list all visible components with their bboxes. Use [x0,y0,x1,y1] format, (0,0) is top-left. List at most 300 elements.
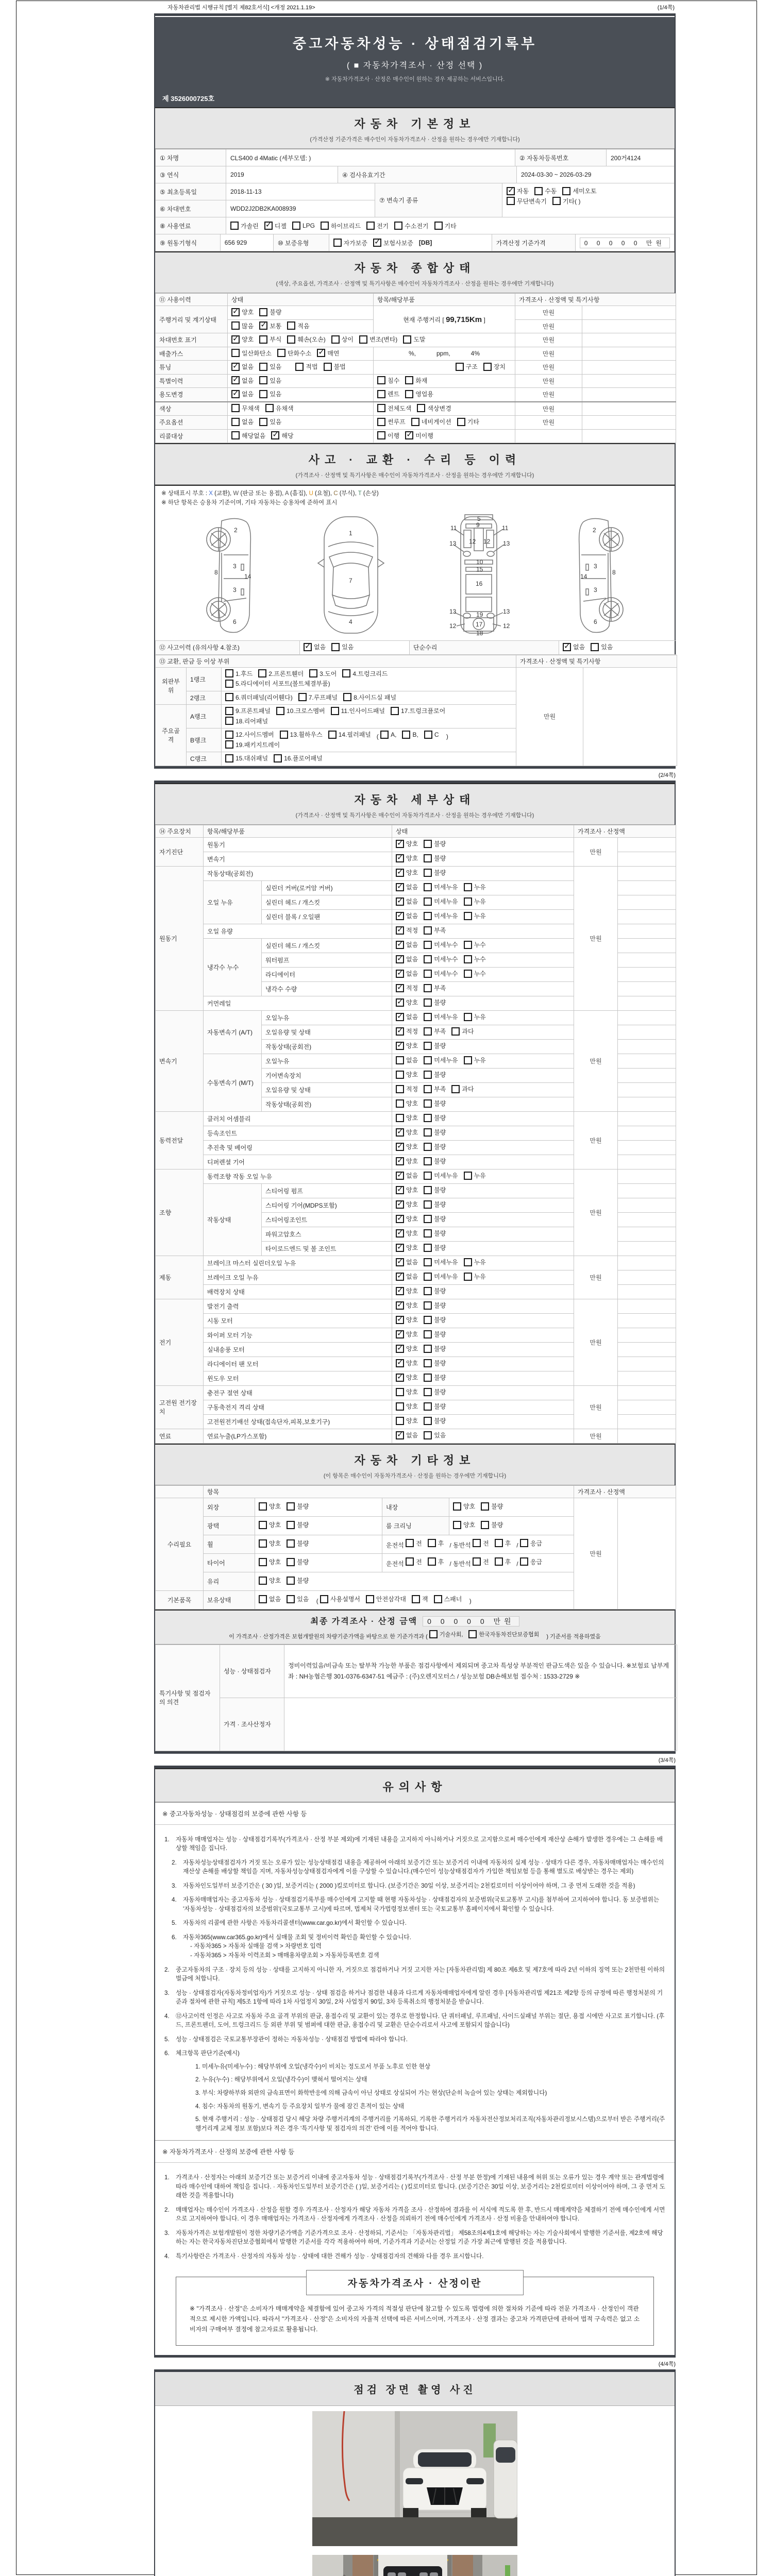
checkbox-checked[interactable] [396,1243,418,1252]
checkbox-unchecked[interactable] [321,222,361,230]
checkbox-box[interactable] [259,376,267,384]
checkbox-box[interactable] [377,418,385,426]
checkbox-box[interactable] [396,1402,404,1411]
checkbox-box[interactable] [366,222,375,230]
checkbox-box[interactable] [473,1557,481,1566]
checkbox-box[interactable] [298,693,307,701]
checkbox-checked[interactable] [396,1359,418,1367]
checkbox-unchecked[interactable] [473,1539,489,1548]
checkbox-box[interactable] [424,1085,432,1093]
checkbox-checked[interactable] [396,1229,418,1238]
checkbox-checked[interactable] [396,1027,418,1036]
checkbox-unchecked[interactable] [277,349,311,358]
checkbox-box[interactable] [424,1244,432,1252]
checkbox-box[interactable] [287,1558,295,1566]
checkbox-unchecked[interactable] [495,1539,511,1548]
checkbox-unchecked[interactable] [424,1272,458,1281]
checkbox-checked[interactable] [396,984,418,992]
checkbox-unchecked[interactable] [324,362,346,371]
checkbox-box[interactable] [396,1172,404,1180]
checkbox-box[interactable] [377,390,385,398]
checkbox-unchecked[interactable] [464,969,486,978]
checkbox-unchecked[interactable] [396,1099,418,1108]
checkbox-checked[interactable] [264,222,287,230]
checkbox-unchecked[interactable] [424,1330,446,1338]
checkbox-box[interactable] [271,431,279,439]
checkbox-box[interactable] [406,1557,414,1566]
checkbox-box[interactable] [380,731,389,739]
checkbox-unchecked[interactable] [464,897,486,906]
checkbox-box[interactable] [396,1128,404,1137]
checkbox-unchecked[interactable] [424,1142,446,1151]
checkbox-box[interactable] [424,1330,432,1338]
checkbox-box[interactable] [333,239,342,247]
checkbox-box[interactable] [424,1157,432,1165]
checkbox-unchecked[interactable] [591,642,613,651]
checkbox-box[interactable] [424,1431,432,1439]
checkbox-checked[interactable] [396,1157,418,1165]
checkbox-box[interactable] [562,187,570,195]
checkbox-unchecked[interactable] [424,1214,446,1223]
checkbox-unchecked[interactable] [464,1056,486,1064]
checkbox-checked[interactable] [396,955,418,963]
checkbox-unchecked[interactable] [259,389,281,398]
checkbox-box[interactable] [231,390,240,398]
checkbox-unchecked[interactable] [225,740,280,749]
checkbox-unchecked[interactable] [259,1595,281,1603]
checkbox-unchecked[interactable] [424,1113,446,1122]
checkbox-checked[interactable] [396,1214,418,1223]
checkbox-checked[interactable] [507,187,529,195]
checkbox-box[interactable] [396,869,404,877]
checkbox-unchecked[interactable] [468,1630,539,1638]
checkbox-unchecked[interactable] [225,717,268,725]
checkbox-box[interactable] [396,1244,404,1252]
checkbox-box[interactable] [265,404,274,412]
checkbox-box[interactable] [464,955,472,963]
checkbox-checked[interactable] [304,642,326,651]
checkbox-box[interactable] [424,970,432,978]
checkbox-unchecked[interactable] [342,669,388,678]
checkbox-box[interactable] [424,1316,432,1324]
checkbox-checked[interactable] [396,1128,418,1137]
checkbox-checked[interactable] [396,1373,418,1382]
checkbox-unchecked[interactable] [424,1171,458,1180]
checkbox-unchecked[interactable] [259,1557,281,1566]
checkbox-checked[interactable] [231,376,254,385]
checkbox-unchecked[interactable] [464,1272,486,1281]
checkbox-box[interactable] [424,883,432,891]
checkbox-box[interactable] [231,418,240,426]
checkbox-checked[interactable] [396,1185,418,1194]
checkbox-checked[interactable] [396,926,418,935]
checkbox-box[interactable] [424,1388,432,1396]
checkbox-unchecked[interactable] [464,1012,486,1021]
checkbox-unchecked[interactable] [424,883,458,891]
checkbox-box[interactable] [396,998,404,1007]
checkbox-box[interactable] [464,1172,472,1180]
checkbox-box[interactable] [424,941,432,949]
checkbox-unchecked[interactable] [412,1595,428,1603]
checkbox-unchecked[interactable] [406,1539,422,1548]
checkbox-box[interactable] [424,1027,432,1036]
checkbox-box[interactable] [402,731,410,739]
checkbox-unchecked[interactable] [259,1539,281,1548]
checkbox-box[interactable] [231,349,240,357]
checkbox-unchecked[interactable] [451,1027,474,1036]
checkbox-box[interactable] [396,955,404,963]
checkbox-box[interactable] [464,1273,472,1281]
checkbox-box[interactable] [464,1258,472,1266]
checkbox-checked[interactable] [373,239,413,247]
checkbox-unchecked[interactable] [552,197,581,206]
checkbox-unchecked[interactable] [403,335,425,344]
checkbox-box[interactable] [424,1215,432,1223]
checkbox-box[interactable] [225,740,233,749]
checkbox-box[interactable] [396,1200,404,1209]
checkbox-box[interactable] [424,854,432,862]
checkbox-box[interactable] [434,1595,442,1603]
checkbox-box[interactable] [366,1595,374,1603]
checkbox-box[interactable] [396,897,404,906]
checkbox-unchecked[interactable] [424,1200,446,1209]
checkbox-unchecked[interactable] [424,1258,458,1266]
checkbox-unchecked[interactable] [424,926,446,935]
checkbox-box[interactable] [377,376,385,384]
checkbox-unchecked[interactable] [231,431,265,440]
checkbox-unchecked[interactable] [451,1084,474,1093]
checkbox-box[interactable] [464,1056,472,1064]
checkbox-box[interactable] [520,1557,528,1566]
checkbox-checked[interactable] [396,883,418,891]
checkbox-box[interactable] [396,1085,404,1093]
checkbox-unchecked[interactable] [377,376,399,385]
checkbox-checked[interactable] [396,1012,418,1021]
checkbox-box[interactable] [259,321,267,330]
checkbox-box[interactable] [483,363,492,371]
checkbox-box[interactable] [274,754,282,762]
checkbox-unchecked[interactable] [380,731,396,739]
checkbox-unchecked[interactable] [405,376,427,385]
checkbox-box[interactable] [534,187,543,195]
checkbox-box[interactable] [280,731,288,739]
checkbox-unchecked[interactable] [424,911,458,920]
checkbox-box[interactable] [359,335,367,344]
checkbox-box[interactable] [424,731,432,739]
checkbox-unchecked[interactable] [424,1344,446,1353]
checkbox-box[interactable] [259,1521,267,1529]
checkbox-box[interactable] [258,669,266,677]
checkbox-box[interactable] [464,1013,472,1021]
checkbox-box[interactable] [259,1539,267,1548]
checkbox-checked[interactable] [396,1344,418,1353]
checkbox-unchecked[interactable] [453,1520,475,1529]
checkbox-unchecked[interactable] [424,940,458,949]
checkbox-unchecked[interactable] [424,1056,458,1064]
checkbox-unchecked[interactable] [396,1113,418,1122]
checkbox-box[interactable] [424,998,432,1007]
checkbox-box[interactable] [331,643,340,651]
checkbox-unchecked[interactable] [287,1557,309,1566]
checkbox-box[interactable] [424,1287,432,1295]
checkbox-unchecked[interactable] [424,1157,446,1165]
checkbox-unchecked[interactable] [274,754,323,762]
checkbox-unchecked[interactable] [396,1084,418,1093]
checkbox-unchecked[interactable] [259,362,281,371]
checkbox-box[interactable] [328,731,337,739]
checkbox-unchecked[interactable] [481,1502,503,1511]
checkbox-unchecked[interactable] [520,1557,542,1566]
checkbox-box[interactable] [259,335,267,344]
checkbox-box[interactable] [424,1229,432,1238]
checkbox-box[interactable] [424,1273,432,1281]
checkbox-unchecked[interactable] [434,222,457,230]
checkbox-unchecked[interactable] [377,404,411,413]
checkbox-box[interactable] [259,363,267,371]
checkbox-box[interactable] [396,1374,404,1382]
checkbox-unchecked[interactable] [287,1539,309,1548]
checkbox-box[interactable] [396,1186,404,1194]
checkbox-checked[interactable] [396,897,418,906]
checkbox-unchecked[interactable] [424,1301,446,1310]
checkbox-unchecked[interactable] [473,1557,489,1566]
checkbox-unchecked[interactable] [424,1286,446,1295]
checkbox-unchecked[interactable] [259,1520,281,1529]
checkbox-checked[interactable] [396,1286,418,1295]
checkbox-box[interactable] [424,1417,432,1425]
checkbox-checked[interactable] [396,1315,418,1324]
checkbox-checked[interactable] [317,349,339,358]
checkbox-box[interactable] [225,717,233,725]
checkbox-box[interactable] [411,418,419,426]
checkbox-box[interactable] [396,840,404,848]
checkbox-box[interactable] [396,1273,404,1281]
checkbox-box[interactable] [453,1521,461,1529]
checkbox-box[interactable] [424,1128,432,1137]
checkbox-unchecked[interactable] [231,404,260,413]
checkbox-box[interactable] [396,926,404,935]
checkbox-box[interactable] [277,349,285,357]
checkbox-box[interactable] [424,1301,432,1310]
checkbox-unchecked[interactable] [424,1070,446,1079]
checkbox-checked[interactable] [259,321,281,330]
checkbox-box[interactable] [507,197,515,205]
checkbox-box[interactable] [424,1143,432,1151]
checkbox-unchecked[interactable] [396,1402,418,1411]
checkbox-box[interactable] [231,335,240,344]
checkbox-box[interactable] [225,731,233,739]
checkbox-unchecked[interactable] [562,187,596,195]
checkbox-box[interactable] [231,404,240,412]
checkbox-unchecked[interactable] [483,362,506,371]
checkbox-box[interactable] [429,1630,438,1638]
checkbox-box[interactable] [287,1502,295,1511]
checkbox-box[interactable] [331,707,339,715]
checkbox-box[interactable] [464,912,472,920]
checkbox-box[interactable] [424,1200,432,1209]
checkbox-unchecked[interactable] [429,1630,463,1638]
checkbox-box[interactable] [231,321,240,330]
checkbox-box[interactable] [396,883,404,891]
checkbox-box[interactable] [396,1143,404,1151]
checkbox-unchecked[interactable] [265,404,294,413]
checkbox-box[interactable] [287,321,295,330]
checkbox-checked[interactable] [396,998,418,1007]
checkbox-unchecked[interactable] [424,1402,446,1411]
checkbox-unchecked[interactable] [292,222,315,230]
checkbox-box[interactable] [396,1099,404,1108]
checkbox-unchecked[interactable] [424,984,446,992]
checkbox-box[interactable] [396,1388,404,1396]
checkbox-box[interactable] [225,669,233,677]
checkbox-unchecked[interactable] [309,669,337,678]
checkbox-box[interactable] [428,1539,436,1547]
checkbox-box[interactable] [424,1056,432,1064]
checkbox-checked[interactable] [396,1301,418,1310]
checkbox-box[interactable] [396,1345,404,1353]
checkbox-unchecked[interactable] [396,1056,418,1064]
checkbox-unchecked[interactable] [396,1070,418,1079]
checkbox-unchecked[interactable] [377,389,399,398]
checkbox-box[interactable] [520,1539,528,1547]
checkbox-box[interactable] [424,1099,432,1108]
checkbox-box[interactable] [287,1539,295,1548]
checkbox-unchecked[interactable] [333,239,367,247]
checkbox-checked[interactable] [396,854,418,862]
checkbox-box[interactable] [563,643,571,651]
checkbox-box[interactable] [343,693,351,701]
checkbox-box[interactable] [230,222,239,230]
checkbox-box[interactable] [481,1521,489,1529]
checkbox-box[interactable] [405,376,413,384]
checkbox-box[interactable] [342,669,350,677]
checkbox-unchecked[interactable] [298,693,338,702]
checkbox-unchecked[interactable] [259,335,281,344]
checkbox-box[interactable] [464,883,472,891]
checkbox-box[interactable] [424,1374,432,1382]
checkbox-box[interactable] [424,1345,432,1353]
checkbox-checked[interactable] [396,1041,418,1050]
checkbox-checked[interactable] [396,1171,418,1180]
checkbox-box[interactable] [309,669,317,677]
checkbox-checked[interactable] [396,1200,418,1209]
checkbox-box[interactable] [396,1258,404,1266]
checkbox-unchecked[interactable] [534,187,557,195]
checkbox-box[interactable] [396,1013,404,1021]
checkbox-checked[interactable] [396,911,418,920]
checkbox-unchecked[interactable] [424,998,446,1007]
checkbox-unchecked[interactable] [424,839,446,848]
checkbox-box[interactable] [451,1085,460,1093]
checkbox-checked[interactable] [231,308,254,316]
checkbox-unchecked[interactable] [424,969,458,978]
checkbox-unchecked[interactable] [456,362,478,371]
checkbox-unchecked[interactable] [424,1387,446,1396]
checkbox-unchecked[interactable] [424,1229,446,1238]
checkbox-box[interactable] [396,1287,404,1295]
checkbox-box[interactable] [396,1417,404,1425]
checkbox-box[interactable] [424,1013,432,1021]
checkbox-box[interactable] [321,222,329,230]
checkbox-unchecked[interactable] [424,1431,446,1439]
checkbox-box[interactable] [424,912,432,920]
checkbox-box[interactable] [428,1557,436,1566]
checkbox-unchecked[interactable] [424,1027,446,1036]
checkbox-unchecked[interactable] [320,1595,360,1603]
checkbox-box[interactable] [424,1042,432,1050]
checkbox-box[interactable] [405,390,413,398]
checkbox-box[interactable] [424,1359,432,1367]
checkbox-checked[interactable] [231,389,254,398]
checkbox-box[interactable] [396,1431,404,1439]
checkbox-box[interactable] [259,1595,267,1603]
checkbox-unchecked[interactable] [328,730,371,739]
checkbox-box[interactable] [424,1114,432,1122]
checkbox-unchecked[interactable] [428,1557,444,1566]
checkbox-unchecked[interactable] [391,706,445,715]
checkbox-unchecked[interactable] [259,376,281,385]
checkbox-unchecked[interactable] [424,1373,446,1382]
checkbox-unchecked[interactable] [230,222,259,230]
checkbox-unchecked[interactable] [424,955,458,963]
checkbox-box[interactable] [424,869,432,877]
checkbox-unchecked[interactable] [464,1258,486,1266]
checkbox-box[interactable] [468,1630,477,1638]
checkbox-checked[interactable] [396,839,418,848]
checkbox-unchecked[interactable] [287,335,325,344]
checkbox-box[interactable] [331,335,340,344]
checkbox-unchecked[interactable] [464,883,486,891]
checkbox-box[interactable] [225,707,233,715]
checkbox-unchecked[interactable] [396,1387,418,1396]
checkbox-unchecked[interactable] [424,1359,446,1367]
checkbox-box[interactable] [259,418,267,426]
checkbox-unchecked[interactable] [259,417,281,426]
checkbox-box[interactable] [424,1186,432,1194]
checkbox-box[interactable] [287,1595,295,1603]
checkbox-box[interactable] [377,404,385,412]
checkbox-box[interactable] [324,363,332,371]
checkbox-box[interactable] [457,418,465,426]
checkbox-unchecked[interactable] [259,308,281,316]
checkbox-checked[interactable] [563,642,585,651]
checkbox-unchecked[interactable] [287,321,309,330]
checkbox-box[interactable] [453,1502,461,1511]
checkbox-box[interactable] [424,840,432,848]
checkbox-unchecked[interactable] [366,222,389,230]
checkbox-box[interactable] [396,984,404,992]
checkbox-box[interactable] [320,1595,328,1603]
checkbox-box[interactable] [412,1595,420,1603]
checkbox-box[interactable] [464,897,472,906]
checkbox-box[interactable] [473,1539,481,1547]
checkbox-box[interactable] [403,335,411,344]
checkbox-unchecked[interactable] [424,1315,446,1324]
checkbox-unchecked[interactable] [424,731,439,739]
checkbox-box[interactable] [287,335,295,344]
checkbox-checked[interactable] [396,1258,418,1266]
checkbox-box[interactable] [424,897,432,906]
checkbox-unchecked[interactable] [406,1557,422,1566]
checkbox-unchecked[interactable] [424,1099,446,1108]
checkbox-unchecked[interactable] [280,730,323,739]
checkbox-checked[interactable] [405,431,433,440]
checkbox-box[interactable] [396,1114,404,1122]
checkbox-unchecked[interactable] [424,1128,446,1137]
checkbox-checked[interactable] [396,868,418,877]
checkbox-unchecked[interactable] [231,321,254,330]
checkbox-box[interactable] [259,1558,267,1566]
